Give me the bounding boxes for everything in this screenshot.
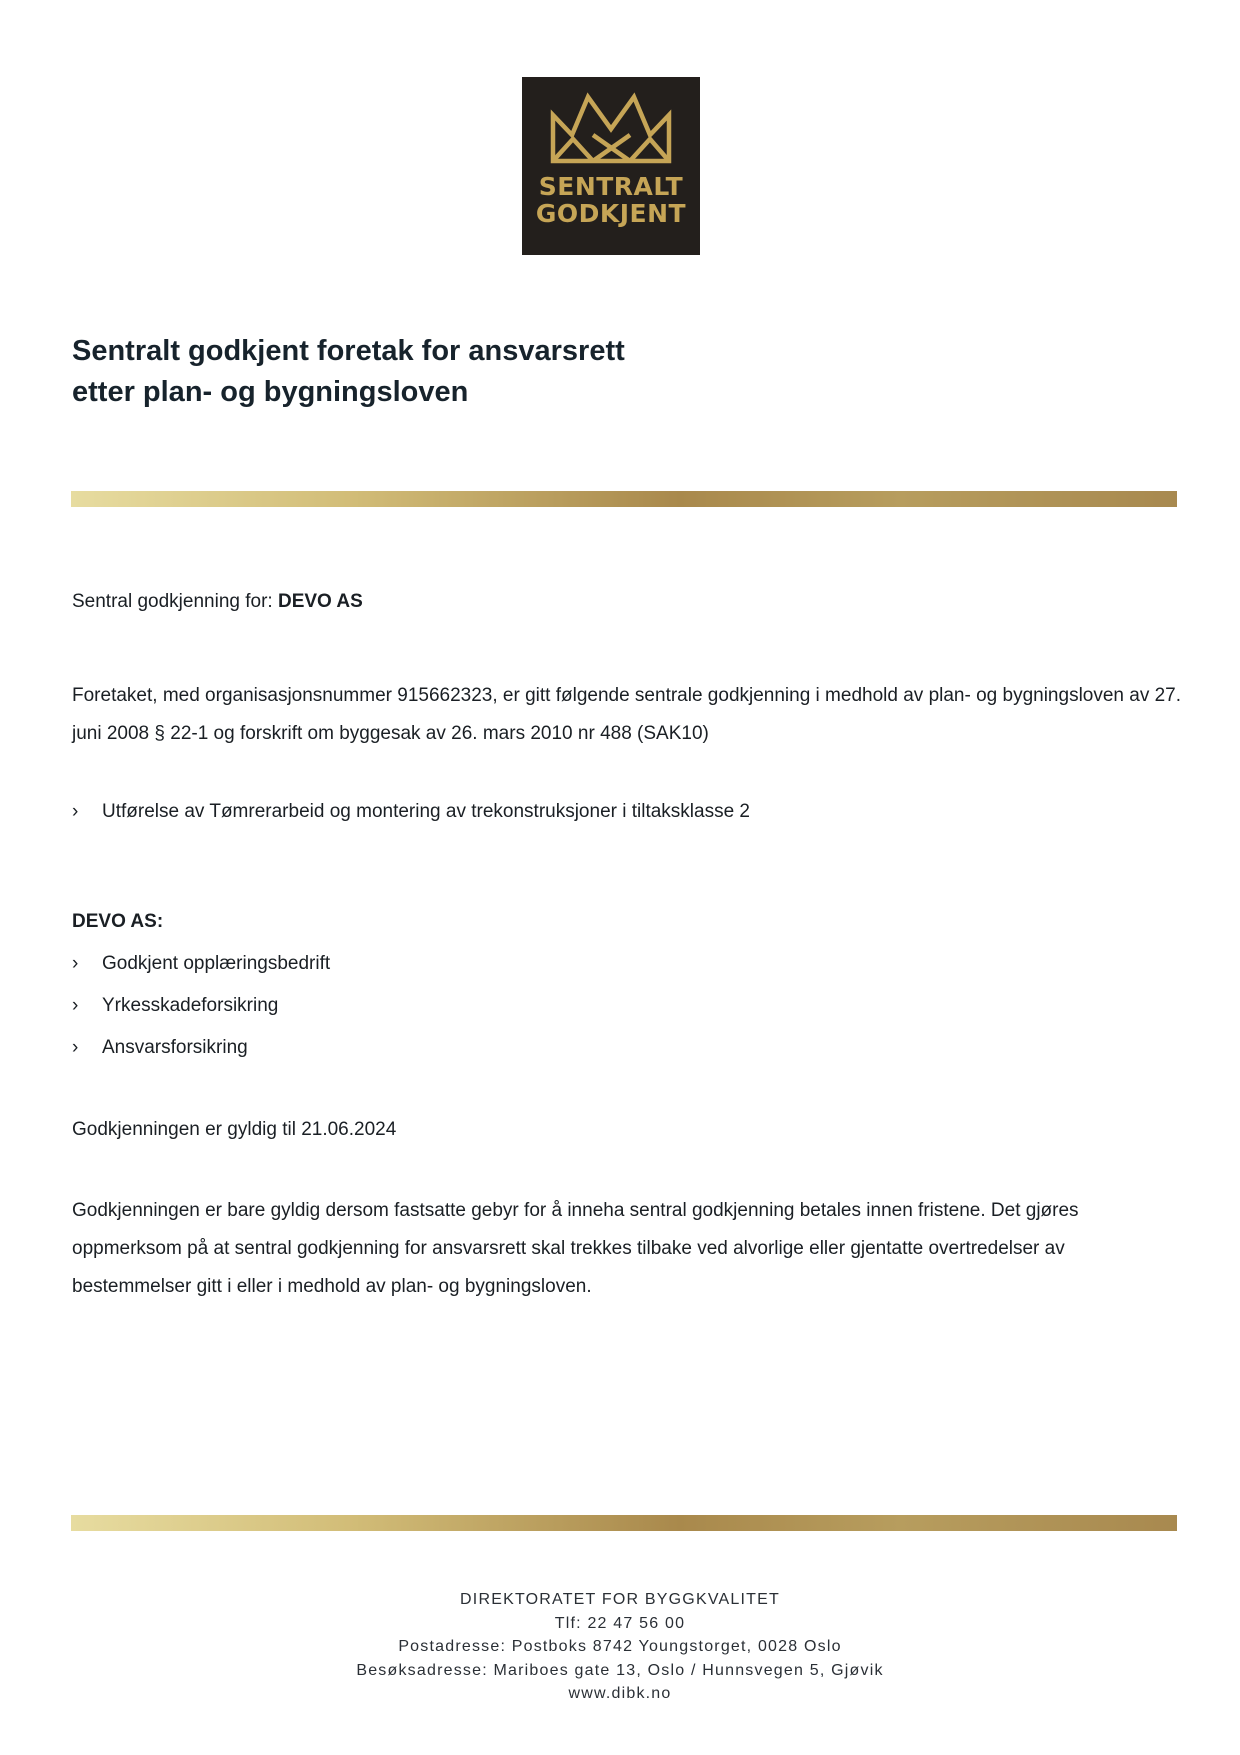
logo-text-line1: SENTRALT: [538, 172, 684, 201]
crown-icon: [550, 91, 672, 169]
logo-text-line2: GODKJENT: [535, 199, 687, 228]
bullet-chevron-icon: ›: [72, 953, 79, 974]
validity-statement: Godkjenningen er gyldig til 21.06.2024: [72, 1119, 397, 1140]
title-line1: Sentralt godkjent foretak for ansvarsrett: [72, 335, 625, 367]
approval-area-item: [72, 801, 750, 823]
approval-company-name: DEVO AS: [277, 591, 363, 612]
sentralt-godkjent-logo: [522, 77, 700, 255]
company-item-text: Yrkesskadeforsikring: [102, 995, 279, 1016]
footer: [0, 1588, 1240, 1706]
bullet-chevron-icon: ›: [72, 1037, 79, 1058]
company-item-text: Ansvarsforsikring: [102, 1037, 248, 1058]
company-heading: DEVO AS:: [72, 911, 164, 932]
bullet-chevron-icon: ›: [72, 801, 79, 822]
approval-for-label: Sentral godkjenning for:: [72, 591, 278, 612]
document-title: [72, 331, 625, 413]
title-line2: etter plan- og bygningsloven: [72, 376, 469, 408]
company-item: [72, 995, 278, 1017]
footer-phone: Tlf: 22 47 56 00: [554, 1614, 686, 1632]
footer-website: www.dibk.no: [568, 1685, 672, 1702]
main-paragraph: Foretaket, med organisasjonsnummer 915662323, er gitt følgende sentrale godkjenning i medhold av plan- og bygningsloven av 27. juni 2008 § 22-1 og forskrift om byggesak av 26. mars 2010 nr 488 (SAK10): [72, 685, 1182, 744]
company-item: [72, 953, 330, 975]
approval-area-text: Utførelse av Tømrerarbeid og montering av trekonstruksjoner i tiltaksklasse 2: [102, 801, 751, 822]
company-item-text: Godkjent opplæringsbedrift: [102, 953, 331, 974]
conditions-paragraph: Godkjenningen er bare gyldig dersom fastsatte gebyr for å inneha sentral godkjenning betales innen fristene. Det gjøres oppmerksom på at sentral godkjenning for ansvarsrett skal trekkes tilbake ved alvorlige eller gjentatte overtredelser av bestemmelser gitt i eller i medhold av plan- og bygningsloven.: [72, 1200, 1079, 1297]
footer-org: DIREKTORATET FOR BYGGKVALITET: [460, 1591, 780, 1608]
footer-visit-address: Besøksadresse: Mariboes gate 13, Oslo / Hunnsvegen 5, Gjøvik: [356, 1661, 884, 1679]
footer-postal-address: Postadresse: Postboks 8742 Youngstorget, 0028 Oslo: [398, 1638, 842, 1655]
bullet-chevron-icon: ›: [72, 995, 79, 1016]
approval-for-line: [72, 591, 363, 613]
company-item: [72, 1037, 248, 1059]
gold-divider-top: [71, 491, 1177, 507]
gold-divider-bottom: [71, 1515, 1177, 1531]
